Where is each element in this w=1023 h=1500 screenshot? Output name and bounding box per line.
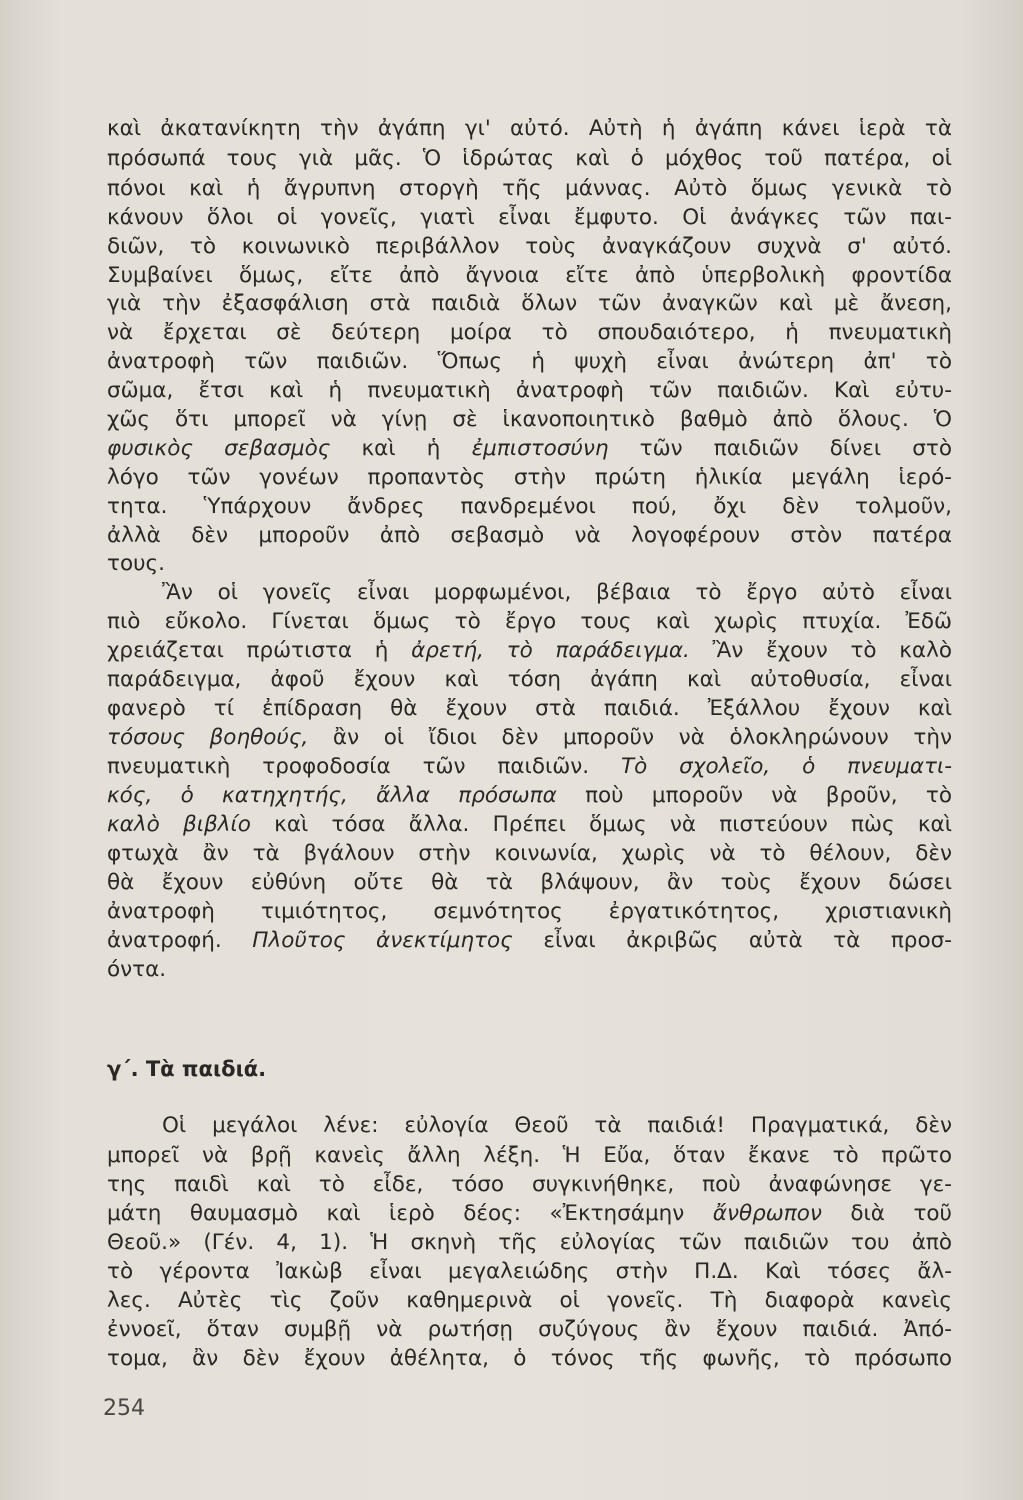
italic-phrase: κός, ὁ κατηχητής, ἄλλα πρόσωπα — [107, 783, 557, 808]
text-line: πόνοι καὶ ἡ ἄγρυπνη στοργὴ τῆς μάννας. Αὐτὸ ὅμως γενικὰ τὸ — [107, 176, 952, 201]
italic-phrase: Πλοῦτος ἀνεκτίμητος — [252, 928, 513, 953]
italic-phrase: Τὸ σχολεῖο, ὁ πνευματι- — [620, 754, 953, 779]
text-line: καλὸ βιβλίο καὶ τόσα ἄλλα. Πρέπει ὅμως νὰ πιστεύουν πὼς καὶ — [107, 812, 952, 837]
text-line: μπορεῖ νὰ βρῇ κανεὶς ἄλλη λέξη. Ἡ Εὔα, ὅταν ἔκανε τὸ πρῶτο — [107, 1143, 952, 1168]
text-line: διῶν, τὸ κοινωνικὸ περιβάλλον τοὺς ἀναγκάζουν συχνὰ σ' αὐτό. — [107, 234, 952, 259]
section-heading: γ΄. Τὰ παιδιά. — [107, 1057, 267, 1081]
text-line: ἐννοεῖ, ὅταν συμβῇ νὰ ρωτήσῃ συζύγους ἂν ἔχουν παιδιά. Ἀπό- — [107, 1317, 952, 1342]
text-line: λες. Αὐτὲς τὶς ζοῦν καθημερινὰ οἱ γονεῖς. Τὴ διαφορὰ κανεὶς — [107, 1288, 952, 1313]
text-line: φτωχὰ ἂν τὰ βγάλουν στὴν κοινωνία, χωρὶς νὰ τὸ θέλουν, δὲν — [107, 841, 952, 866]
text-line: κάνουν ὅλοι οἱ γονεῖς, γιατὶ εἶναι ἔμφυτο. Οἱ ἀνάγκες τῶν παι- — [107, 205, 952, 230]
text-line: καὶ ἀκατανίκητη τὴν ἀγάπη γι' αὐτό. Αὐτὴ ἡ ἀγάπη κάνει ἱερὰ τὰ — [107, 116, 952, 141]
italic-phrase: τόσους βοηθούς, — [107, 725, 309, 750]
text-line: Οἱ μεγάλοι λένε: εὐλογία Θεοῦ τὰ παιδιά! Πραγματικά, δὲν — [162, 1113, 952, 1138]
text-line: νὰ ἔρχεται σὲ δεύτερη μοίρα τὸ σπουδαιότερο, ἡ πνευματικὴ — [107, 320, 952, 345]
text-line: τους. — [107, 551, 165, 576]
text-line: παράδειγμα, ἀφοῦ ἔχουν καὶ τόση ἀγάπη καὶ αὐτοθυσία, εἶναι — [107, 667, 952, 692]
text-line: Ἂν οἱ γονεῖς εἶναι μορφωμένοι, βέβαια τὸ ἔργο αὐτὸ εἶναι — [162, 580, 952, 605]
text-line: όντα. — [107, 957, 167, 982]
text-line: χῶς ὅτι μπορεῖ νὰ γίνῃ σὲ ἱκανοποιητικὸ βαθμὸ ἀπὸ ὅλους. Ὁ — [107, 407, 952, 432]
italic-phrase: καλὸ βιβλίο — [107, 812, 251, 837]
text-line: τητα. Ὑπάρχουν ἄνδρες πανδρεμένοι πού, ὄχι δὲν τολμοῦν, — [107, 494, 952, 519]
italic-phrase: φυσικὸς σεβασμὸς — [107, 436, 331, 461]
text-line: φυσικὸς σεβασμὸς καὶ ἡ ἐμπιστοσύνη τῶν παιδιῶν δίνει στὸ — [107, 436, 952, 461]
italic-phrase: ἄνθρωπον — [712, 1201, 822, 1226]
text-line: ἀνατροφὴ τῶν παιδιῶν. Ὅπως ἡ ψυχὴ εἶναι ἀνώτερη ἀπ' τὸ — [107, 349, 952, 374]
text-line: γιὰ τὴν ἐξασφάλιση στὰ παιδιὰ ὅλων τῶν ἀναγκῶν καὶ μὲ ἄνεση, — [107, 291, 952, 316]
italic-phrase: ἐμπιστοσύνη — [471, 436, 609, 461]
text-line: Θεοῦ.» (Γέν. 4, 1). Ἡ σκηνὴ τῆς εὐλογίας τῶν παιδιῶν του ἀπὸ — [107, 1230, 952, 1255]
text-line: ἀνατροφὴ τιμιότητος, σεμνότητος ἐργατικότητος, χριστιανικὴ — [107, 899, 952, 924]
text-line: τομα, ἂν δὲν ἔχουν ἀθέλητα, ὁ τόνος τῆς φωνῆς, τὸ πρόσωπο — [107, 1346, 952, 1371]
text-line: τὸ γέροντα Ἰακὼβ εἶναι μεγαλειώδης στὴν Π.Δ. Καὶ τόσες ἄλ- — [107, 1259, 952, 1284]
text-line: της παιδὶ καὶ τὸ εἶδε, τόσο συγκινήθηκε, ποὺ ἀναφώνησε γε- — [107, 1172, 952, 1197]
text-line: Συμβαίνει ὅμως, εἴτε ἀπὸ ἄγνοια εἴτε ἀπὸ ὑπερβολικὴ φροντίδα — [107, 263, 952, 288]
text-line: σῶμα, ἔτσι καὶ ἡ πνευματικὴ ἀνατροφὴ τῶν παιδιῶν. Καὶ εὐτυ- — [107, 378, 952, 403]
text-line: τόσους βοηθούς, ἂν οἱ ἴδιοι δὲν μποροῦν νὰ ὁλοκληρώνουν τὴν — [107, 725, 952, 750]
text-line: χρειάζεται πρώτιστα ἡ ἀρετή, τὸ παράδειγμα. Ἂν ἔχουν τὸ καλὸ — [107, 638, 952, 663]
text-line: θὰ ἔχουν εὐθύνη οὔτε θὰ τὰ βλάψουν, ἂν τοὺς ἔχουν δώσει — [107, 870, 952, 895]
text-line: πιὸ εὔκολο. Γίνεται ὅμως τὸ ἔργο τους καὶ χωρὶς πτυχία. Ἐδῶ — [107, 609, 952, 634]
text-line: πνευματικὴ τροφοδοσία τῶν παιδιῶν. Τὸ σχολεῖο, ὁ πνευματι- — [107, 754, 953, 779]
text-line: μάτη θαυμασμὸ καὶ ἱερὸ δέος: «Ἐκτησάμην ἄνθρωπον διὰ τοῦ — [107, 1201, 952, 1226]
italic-phrase: ἀρετή, τὸ παράδειγμα. — [411, 638, 690, 663]
text-line: λόγο τῶν γονέων προπαντὸς στὴν πρώτη ἡλικία μεγάλη ἱερό- — [107, 465, 952, 490]
page-number: 254 — [103, 1396, 145, 1421]
text-line: φανερὸ τί ἐπίδραση θὰ ἔχουν στὰ παιδιά. Ἐξάλλου ἔχουν καὶ — [107, 696, 952, 721]
text-line: ἀλλὰ δὲν μποροῦν ἀπὸ σεβασμὸ νὰ λογοφέρουν στὸν πατέρα — [107, 523, 952, 548]
text-line: κός, ὁ κατηχητής, ἄλλα πρόσωπα ποὺ μποροῦν νὰ βροῦν, τὸ — [107, 783, 952, 808]
text-line: ἀνατροφή. Πλοῦτος ἀνεκτίμητος εἶναι ἀκριβῶς αὐτὰ τὰ προσ- — [107, 928, 952, 953]
text-line: πρόσωπά τους γιὰ μᾶς. Ὁ ἱδρώτας καὶ ὁ μόχθος τοῦ πατέρα, οἱ — [107, 146, 952, 171]
